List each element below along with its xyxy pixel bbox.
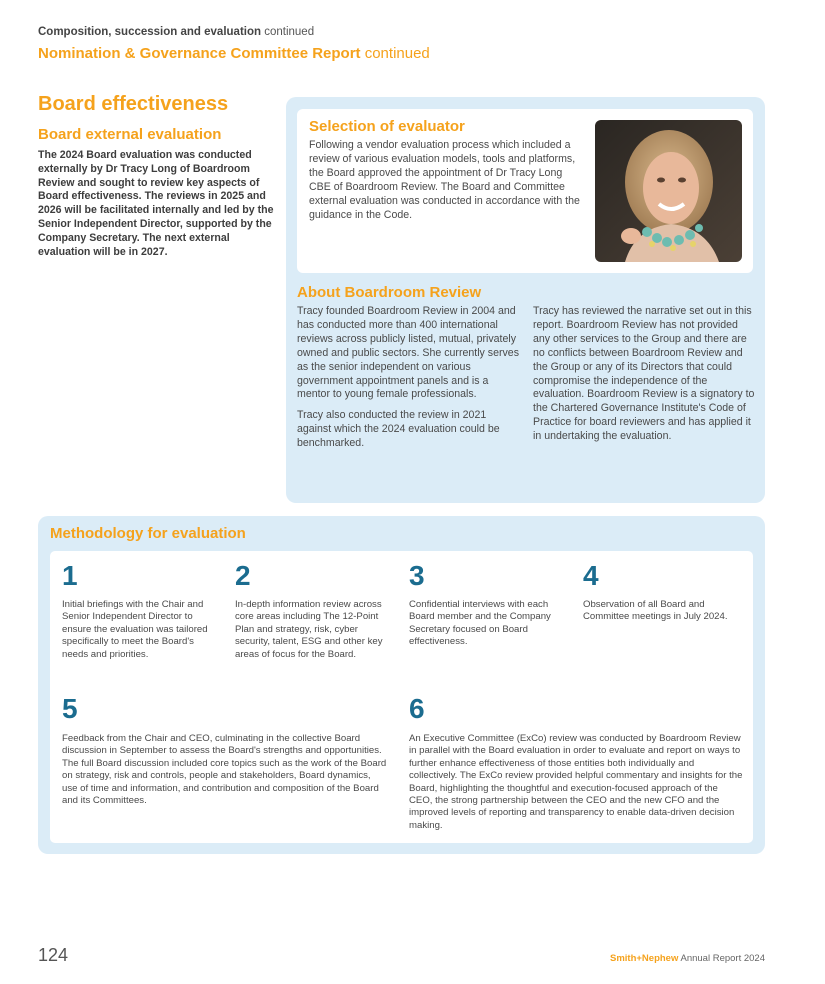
brand-name: Smith+Nephew bbox=[610, 953, 679, 964]
page-title: Board effectiveness bbox=[38, 93, 229, 115]
external-evaluation-heading: Board external evaluation bbox=[38, 126, 222, 143]
report-name: Annual Report 2024 bbox=[678, 953, 765, 964]
methodology-heading: Methodology for evaluation bbox=[50, 525, 246, 542]
step-number: 5 bbox=[62, 693, 78, 724]
step-number: 6 bbox=[409, 693, 425, 724]
step-text: An Executive Committee (ExCo) review was conducted by Boardroom Review in parallel with the Board evaluation in order to evaluate and report on ways to further enhance effectiveness of those entities both individually and collectively. The ExCo review provided helpful commentary and insights for the Board, highlighting the thoughtful and execution-focused approach of the CEO, the strong partnership between the CEO and the new CFO and the improved levels of reporting and transparency to enable data-driven decision making. bbox=[409, 733, 743, 831]
step-text: Initial briefings with the Chair and Senior Independent Director to ensure the evaluation was tailored specifically to meet the Board's needs and priorities. bbox=[62, 599, 208, 660]
step-number: 3 bbox=[409, 560, 425, 591]
about-heading: About Boardroom Review bbox=[297, 284, 482, 301]
portrait-photo bbox=[595, 120, 742, 262]
selection-heading: Selection of evaluator bbox=[309, 118, 465, 135]
step-number: 2 bbox=[235, 560, 251, 591]
step-number: 4 bbox=[583, 560, 599, 591]
report-header-suffix: continued bbox=[360, 45, 430, 62]
selection-text: Following a vendor evaluation process which included a review of various evaluation models, tools and platforms, the Board approved the appointment of Dr Tracy Long CBE of Boardroom Review. The Board and Committee external evaluation was conducted in accordance with the guidance in the Code. bbox=[309, 139, 580, 221]
section-header-suffix: continued bbox=[261, 26, 315, 38]
about-right-column: Tracy has reviewed the narrative set out in this report. Boardroom Review has not provided any other services to the Group and there are no conflicts between Boardroom Review and the Group or any of its Directors that could compromise the independence of the evaluation. Boardroom Review is a signatory to the Chartered Governance Institute's Code of Practice for board reviewers and has applied it in undertaking the evaluation. bbox=[533, 305, 755, 443]
step-text: Confidential interviews with each Board member and the Company Secretary focused on Board effectiveness. bbox=[409, 599, 551, 648]
external-evaluation-intro: The 2024 Board evaluation was conducted externally by Dr Tracy Long of Boardroom Review and sought to review key aspects of Board effectiveness. The reviews in 2025 and 2026 will be facilitated internally and led by the Senior Independent Director, supported by the Company Secretary. The next external evaluation will be in 2027. bbox=[38, 149, 274, 258]
portrait-illustration bbox=[595, 120, 742, 262]
section-header bbox=[38, 26, 314, 38]
about-left-column bbox=[297, 305, 523, 458]
step-text: Feedback from the Chair and CEO, culminating in the collective Board discussion in September to assess the Board's strengths and opportunities. The full Board discussion included core topics such as the work of the Board on strategy, risk and controls, people and stakeholders, Board dynamics, use of time and information, and contribution and composition of the Board and its Committees. bbox=[62, 733, 387, 807]
about-paragraph-1: Tracy founded Boardroom Review in 2004 and has conducted more than 400 international reviews across publicly listed, mutual, privately owned and public sectors. She currently serves as the senior independent on various government appointment panels and is a mentor to young female professionals. bbox=[297, 305, 519, 401]
report-header-bold: Nomination & Governance Committee Report bbox=[38, 45, 361, 62]
step-text: Observation of all Board and Committee meetings in July 2024. bbox=[583, 599, 728, 623]
step-text: In-depth information review across core areas including The 12-Point Plan and strategy, risk, cyber security, talent, ESG and other key areas of focus for the Board. bbox=[235, 599, 383, 660]
step-number: 1 bbox=[62, 560, 78, 591]
page-number: 124 bbox=[38, 945, 69, 965]
footer-brand bbox=[560, 953, 765, 964]
about-paragraph-2: Tracy also conducted the review in 2021 against which the 2024 evaluation could be benchmarked. bbox=[297, 409, 500, 450]
section-header-bold: Composition, succession and evaluation bbox=[38, 26, 262, 38]
report-header bbox=[38, 45, 430, 62]
